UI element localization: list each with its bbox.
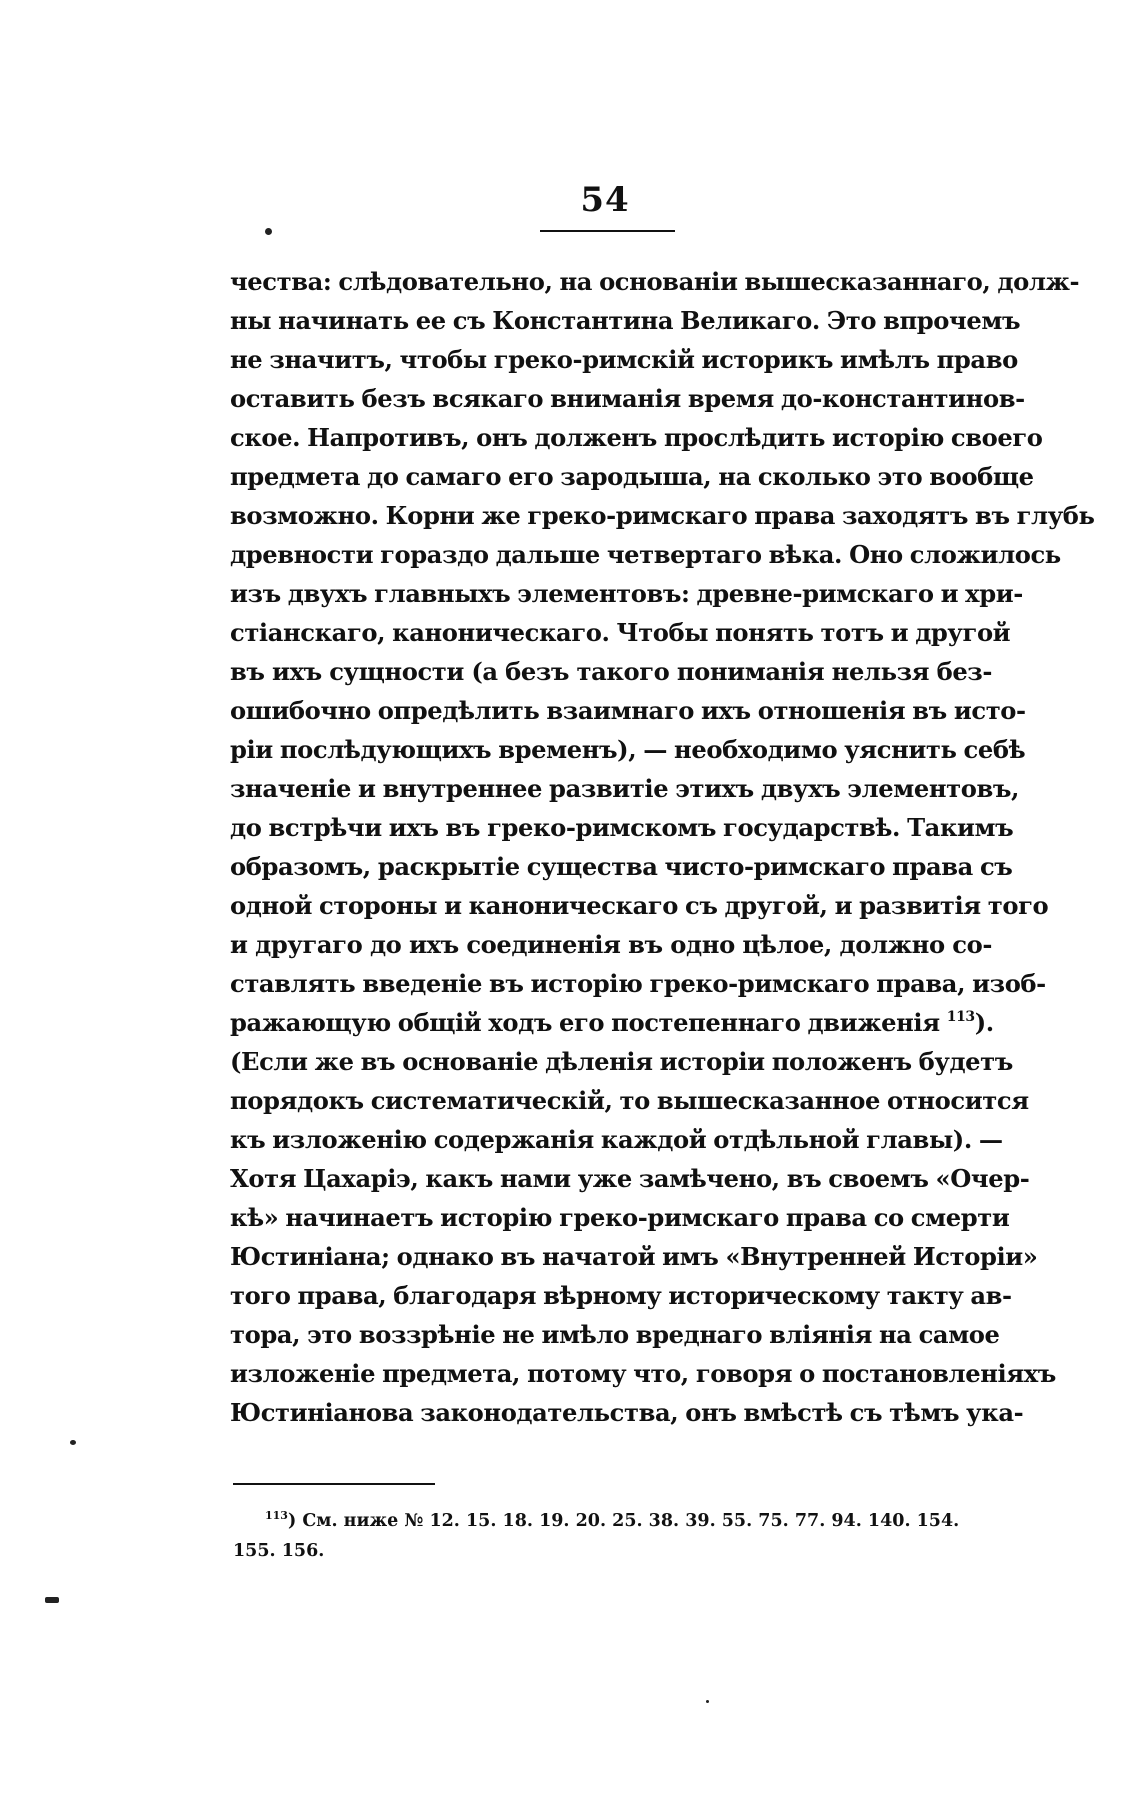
text-line: изложеніе предмета, потому что, говоря о постановленіяхъ — [230, 1359, 1056, 1388]
scan-speck — [45, 1597, 59, 1603]
footnote-marker: 113 — [265, 1509, 288, 1522]
text-line: образомъ, раскрытіе существа чисто-римскаго права съ — [230, 852, 1013, 881]
text-line: чества: слѣдовательно, на основаніи вышесказаннаго, долж- — [230, 267, 1080, 296]
text-line: не значитъ, чтобы греко-римскій историкъ имѣлъ право — [230, 345, 1018, 374]
page-number: 54 — [580, 180, 630, 220]
scan-speck — [265, 228, 272, 235]
text-line: возможно. Корни же греко-римскаго права заходятъ въ глубь — [230, 501, 1095, 530]
text-line: того права, благодаря вѣрному историческому такту ав- — [230, 1281, 1012, 1310]
text-line: ское. Напротивъ, онъ долженъ прослѣдить исторію своего — [230, 423, 1043, 452]
text-line: въ ихъ сущности (а безъ такого пониманія нельзя без- — [230, 657, 992, 686]
text-line: Юстиніана; однако въ начатой имъ «Внутренней Исторіи» — [230, 1242, 1038, 1271]
text-line: одной стороны и каноническаго съ другой, и развитія того — [230, 891, 1049, 920]
scan-speck — [706, 1700, 709, 1703]
footnote-rule — [233, 1483, 435, 1485]
text-line: ставлять введеніе въ исторію греко-римскаго права, изоб- — [230, 969, 1046, 998]
page-number-rule — [540, 230, 675, 232]
text-line: ны начинать ее съ Константина Великаго. Это впрочемъ — [230, 306, 1021, 335]
text-line: до встрѣчи ихъ въ греко-римскомъ государствѣ. Такимъ — [230, 813, 1014, 842]
footnote-reference: 113 — [946, 1009, 975, 1025]
text-line: значеніе и внутреннее развитіе этихъ двухъ элементовъ, — [230, 774, 1020, 803]
text-line: изъ двухъ главныхъ элементовъ: древне-римскаго и хри- — [230, 579, 1023, 608]
text-line: и другаго до ихъ соединенія въ одно цѣлое, должно со- — [230, 930, 992, 959]
text-line: къ изложенію содержанія каждой отдѣльной главы). — — [230, 1125, 1003, 1154]
text-line: порядокъ систематическій, то вышесказанное относится — [230, 1086, 1029, 1115]
text-line: древности гораздо дальше четвертаго вѣка. Оно сложилось — [230, 540, 1061, 569]
text-line: стіанскаго, каноническаго. Чтобы понять тотъ и другой — [230, 618, 1011, 647]
text-line: оставить безъ всякаго вниманія время до-константинов- — [230, 384, 1025, 413]
text-line: кѣ» начинаетъ исторію греко-римскаго права со смерти — [230, 1203, 1010, 1232]
text-line: предмета до самаго его зародыша, на сколько это вообще — [230, 462, 1034, 491]
text-line: Хотя Цахаріэ, какъ нами уже замѣчено, въ своемъ «Очер- — [230, 1164, 1030, 1193]
text-line-tail: ). — [974, 1008, 994, 1037]
text-line: ошибочно опредѣлить взаимнаго ихъ отношенія въ исто- — [230, 696, 1026, 725]
text-line-with-note — [230, 1003, 992, 1042]
text-line: ріи послѣдующихъ временъ), — необходимо уяснить себѣ — [230, 735, 1026, 764]
text-line-main: ражающую общій ходъ его постепеннаго движенія — [230, 1008, 940, 1037]
body-text — [230, 262, 1095, 1432]
footnotes — [233, 1506, 992, 1566]
footnote-text: ) См. ниже № 12. 15. 18. 19. 20. 25. 38. 39. 55. 75. 77. 94. 140. 154. — [287, 1511, 960, 1531]
text-line: (Если же въ основаніе дѣленія исторіи положенъ будетъ — [230, 1047, 1013, 1076]
text-line: Юстиніанова законодательства, онъ вмѣстѣ съ тѣмъ ука- — [230, 1398, 1024, 1427]
text-line: тора, это воззрѣніе не имѣло вреднаго вліянія на самое — [230, 1320, 1000, 1349]
scan-speck — [70, 1440, 76, 1445]
footnote-line: 155. 156. — [233, 1541, 325, 1561]
footnote-line — [265, 1506, 992, 1536]
